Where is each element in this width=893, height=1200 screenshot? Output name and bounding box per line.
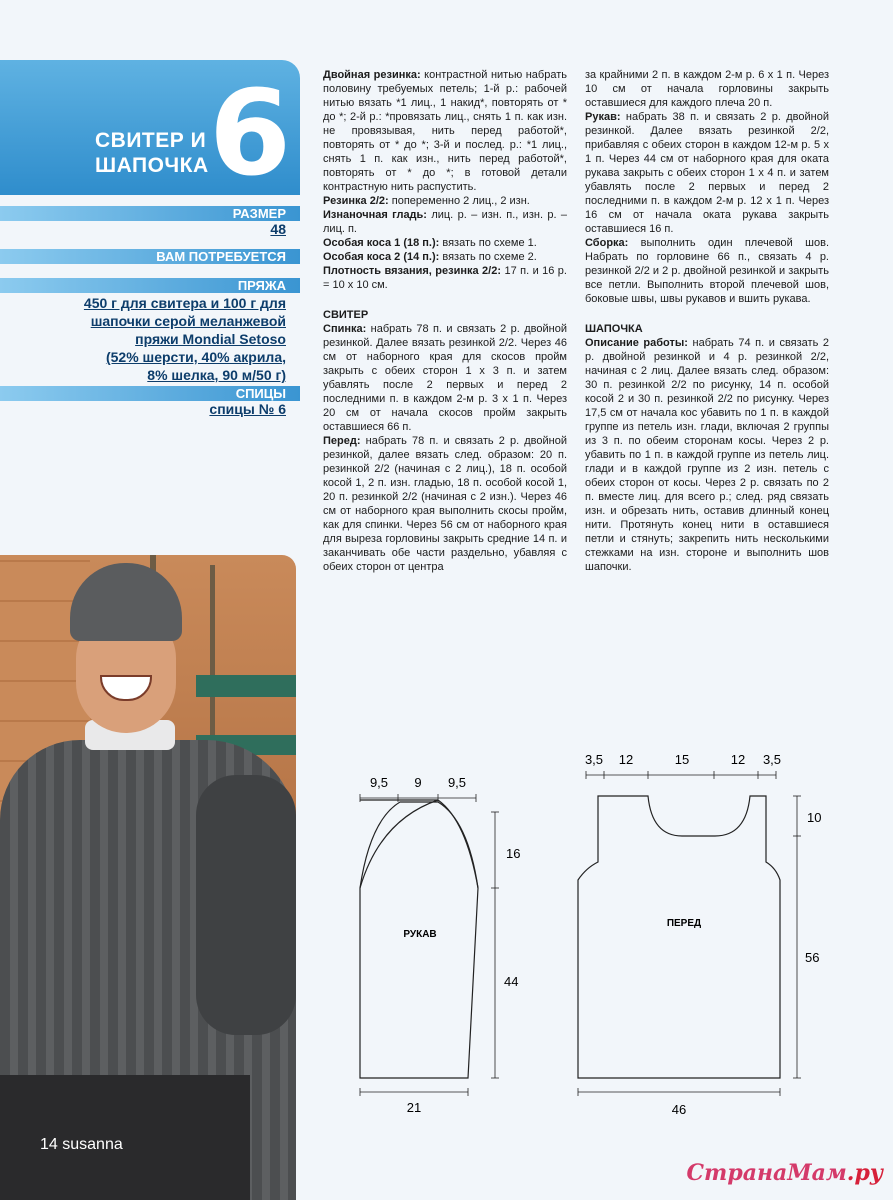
sleeve-dim-cap-height: 16 <box>506 846 521 861</box>
title-line-1: СВИТЕР И <box>95 129 207 152</box>
project-number: 6 <box>208 64 292 202</box>
term: Спинка: <box>323 323 367 335</box>
paragraph <box>323 322 567 434</box>
paragraph <box>323 208 567 236</box>
page-number: 14 <box>40 1136 58 1153</box>
description: набрать 38 п. и связать 2 р. двойной резинкой. Далее вязать резинкой 2/2, прибавляя с обеих сторон в каждом 12-м р. 5 х 1 п. Через 44 см от наборного края для оката рукава закрыть с обеих сторон 1 х 4 п. и затем убавлять после 2 первых и перед 2 последними п. в каждом 2-м р. 12 х 1 п. Через 16 см от начала оката рукава закрыть оставшиеся 16 п. <box>585 111 829 235</box>
front-dim-top-4: 12 <box>730 752 746 767</box>
description: вязать по схеме 1. <box>439 237 537 249</box>
materials-label: ВАМ ПОТРЕБУЕТСЯ <box>0 249 300 264</box>
term: Сборка: <box>585 237 629 249</box>
watermark-part: Страна <box>686 1160 788 1186</box>
paragraph: за крайними 2 п. в каждом 2-м р. 6 х 1 п. Через 10 см от начала горловины закрыть оставшиеся для каждого плеча 20 п. <box>585 69 829 109</box>
term: Рукав: <box>585 111 621 123</box>
paragraph <box>323 194 567 208</box>
description: набрать 78 п. и связать 2 р. двойной резинкой, далее вязать след. образом: 20 п. резинкой 2/2 (начиная с 2 лиц.), 18 п. особой косой 1, 2 п. изн. гладью, 18 п. особой косой 1, 20 п. резинкой 2/2 (начиная с 2 изн.). Через 46 см от наборного края выполнить скосы пройм, как для спинки. Через 56 см от наборного края для выреза горловины закрыть средние 14 п. и заканчивать обе части раздельно, убавляя с обеих сторон от центра <box>323 435 567 573</box>
term: Перед: <box>323 435 361 447</box>
description: набрать 78 п. и связать 2 р. двойной резинкой. Далее вязать резинкой 2/2. Через 46 см от наборного края для скосов пройм закрыть с обеих сторон 1 х 3 п. и затем убавлять после 2 первых и перед 2 последними п. в каждом 2-м р. 3 х 1 п. Через 20 см от начала скосов пройм закрыть оставшиеся 66 п. <box>323 323 567 433</box>
text-column-1 <box>323 68 567 574</box>
watermark-part: Мам <box>787 1160 847 1186</box>
watermark-part: .ру <box>846 1160 883 1186</box>
text-column-2 <box>585 68 829 574</box>
sleeve-diagram <box>360 775 520 1115</box>
size-label: РАЗМЕР <box>0 206 300 221</box>
awning <box>196 675 296 697</box>
yarn-line: пряжи Mondial Setoso <box>135 331 286 347</box>
tree-trunk <box>210 565 215 745</box>
model-photo <box>0 555 296 1200</box>
description: попеременно 2 лиц., 2 изн. <box>388 195 530 207</box>
term: Двойная резинка: <box>323 69 421 81</box>
yarn-line: шапочки серой меланжевой <box>90 313 286 329</box>
watermark <box>687 1160 883 1186</box>
page-footer <box>40 1136 123 1154</box>
term: Изнаночная гладь: <box>323 209 427 221</box>
term: Особая коса 1 (18 п.): <box>323 237 440 249</box>
sleeve-dim-top-right: 9,5 <box>447 775 467 790</box>
term: Плотность вязания, резинка 2/2: <box>323 265 502 277</box>
sleeve-dim-bottom: 21 <box>406 1100 422 1115</box>
section-heading: ШАПОЧКА <box>585 323 643 335</box>
paragraph <box>585 110 829 236</box>
paragraph <box>323 250 567 264</box>
front-dim-top-2: 12 <box>618 752 634 767</box>
description: контрастной нитью набрать половину требуемых петель; 1-й р.: рабочей нитью вязать *1 лиц., 1 накид*, повторять от * до *; 2-й р.: *провязать лиц., снять 1 п. как изн. не провязывая, нить перед работой*, повторять от * до *; 3-й и послед. р.: *1 лиц., снять 1 п. как изн., нить перед работой*, повторять от * до *; в готовой детали контрастную нить распустить. <box>323 69 567 193</box>
sweater-arm <box>196 775 296 1035</box>
front-dim-top-3: 15 <box>674 752 690 767</box>
yarn-label: ПРЯЖА <box>0 278 300 293</box>
term: Резинка 2/2: <box>323 195 389 207</box>
front-dim-bottom: 46 <box>671 1102 687 1117</box>
term: Особая коса 2 (14 п.): <box>323 251 440 263</box>
title-block <box>0 60 300 202</box>
size-value: 48 <box>270 221 286 237</box>
title-line-2: ШАПОЧКА <box>95 154 209 177</box>
yarn-line: 8% шелка, 90 м/50 г) <box>147 367 286 383</box>
paragraph <box>323 236 567 250</box>
yarn-line: (52% шерсти, 40% акрила, <box>105 349 286 365</box>
pattern-diagrams <box>340 740 860 1130</box>
section-heading: СВИТЕР <box>323 309 369 321</box>
front-label: ПЕРЕД <box>666 918 702 929</box>
paragraph <box>585 236 829 306</box>
yarn-line: 450 г для свитера и 100 г для <box>83 295 286 311</box>
front-dim-neck-depth: 10 <box>807 810 822 825</box>
term: Описание работы: <box>585 337 688 349</box>
sleeve-dim-body-height: 44 <box>504 974 519 989</box>
paragraph <box>323 434 567 574</box>
sleeve-dim-top-left: 9,5 <box>369 775 389 790</box>
front-dim-top-1: 3,5 <box>584 752 604 767</box>
description: вязать по схеме 2. <box>439 251 537 263</box>
paragraph <box>585 336 829 574</box>
paragraph <box>323 264 567 292</box>
front-dim-top-5: 3,5 <box>762 752 782 767</box>
description: набрать 74 п. и связать 2 р. двойной резинкой и 4 р. резинкой 2/2, начиная с 2 лиц. Далее вязать след. образом: 30 п. резинкой 2/2 по рисунку, 14 п. особой косой 2 и 30 п. резинкой 2/2 по рисунку. Через 17,5 см от начала кос убавить по 1 п. в каждой группе из петель изн. глади, включая 2 группы из 3 п. по обеим сторонам косы. Через 2 р. убавить по 1 п. в каждой группе из петель лиц. глади и в каждой группе из 2 изн. петель с обеих сторон от косы. Через 2 р. связать по 2 п. вместе лиц. для всего р.; след. ряд связать изн. и обрезать нить, оставив длинный конец нити. Протянуть конец нити в оставшиеся петли и стянуть; закрепить нить несколькими стежками на изн. стороне и выполнить шов шапочки. <box>585 337 830 573</box>
needles-value: спицы № 6 <box>209 401 286 417</box>
sleeve-dim-top-middle: 9 <box>414 775 422 790</box>
sleeve-label: РУКАВ <box>403 929 437 940</box>
paragraph <box>323 68 567 194</box>
front-diagram <box>578 752 821 1117</box>
front-dim-body-height: 56 <box>805 950 820 965</box>
description: 17 п. и 16 р. = 10 х 10 см. <box>323 265 567 291</box>
magazine-name: susanna <box>62 1136 123 1153</box>
needles-label: СПИЦЫ <box>0 386 300 401</box>
pants <box>0 1075 250 1200</box>
description: лиц. р. – изн. п., изн. р. – лиц. п. <box>323 209 567 235</box>
info-panel <box>0 60 300 550</box>
description: выполнить один плечевой шов. Набрать по горловине 66 п., связать 4 р. резинкой 2/2 и 2 р. двойной резинкой и закрыть все петли. Выполнить второй плечевой шов, боковые швы, швы рукавов и вшить рукава. <box>585 237 829 305</box>
